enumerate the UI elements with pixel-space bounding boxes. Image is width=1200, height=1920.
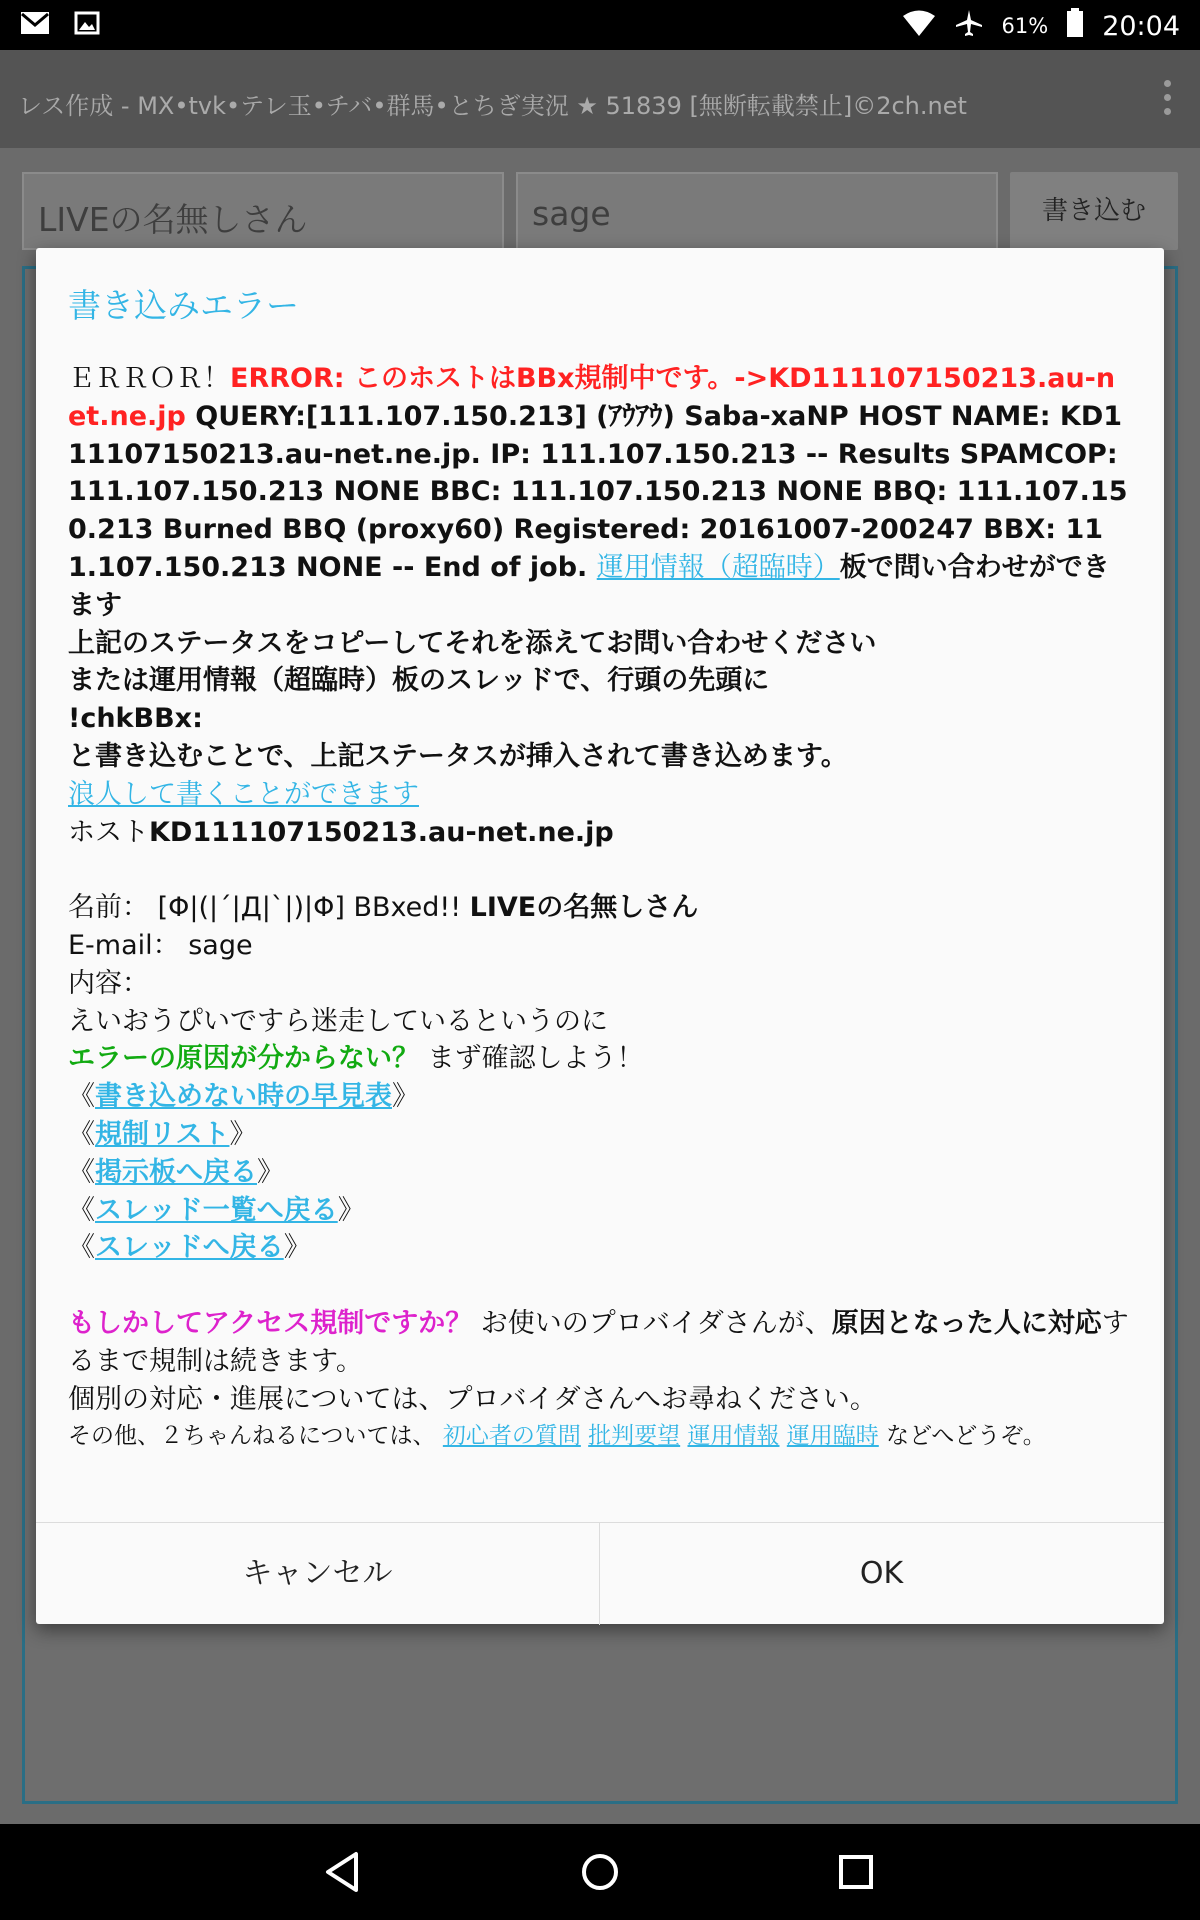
bracket-open: 《 — [68, 1118, 95, 1150]
name-field[interactable] — [22, 172, 504, 250]
status-bar — [0, 0, 1200, 50]
dialog-button-bar — [36, 1522, 1164, 1625]
bracket-open: 《 — [68, 1081, 95, 1113]
bracket-open: 《 — [68, 1194, 95, 1226]
image-icon — [74, 10, 100, 42]
page-title: レス作成 - MX•tvk•テレ玉•チバ•群馬•とちぎ実況 ★ 51839 [無断転載禁止]©2ch.net — [18, 92, 967, 120]
bracket-close: 》 — [229, 1118, 257, 1150]
access-mid: お使いのプロバイダさんが、 — [472, 1307, 832, 1339]
bracket-close: 》 — [392, 1081, 419, 1113]
airplane-mode-icon — [954, 8, 984, 44]
gmail-icon — [20, 10, 50, 42]
individual-note: 個別の対応・進展については、プロバイダさんへお尋ねください。 — [68, 1383, 877, 1415]
email-field-value: sage — [532, 194, 611, 233]
ronin-link[interactable]: 浪人して書くことができます — [68, 778, 419, 810]
insert-instruction: と書き込むことで、上記ステータスが挿入されて書き込めます。 — [68, 740, 848, 772]
overflow-menu-icon[interactable] — [1164, 80, 1176, 122]
quick-reference-link[interactable]: 書き込めない時の早見表 — [95, 1081, 392, 1113]
battery-percent: 61% — [1001, 14, 1049, 38]
dialog-message — [68, 360, 1132, 1456]
host-label: ホスト — [68, 816, 149, 848]
cancel-button[interactable]: キャンセル — [36, 1523, 600, 1625]
ops-suffix: 板で問い合わせができます — [68, 551, 1110, 621]
bracket-close: 》 — [283, 1232, 311, 1264]
back-icon[interactable] — [320, 1848, 368, 1896]
other-info-row — [68, 1418, 1132, 1456]
name-field-value: LIVEの名無しさん — [38, 200, 308, 239]
back-to-thread-link[interactable]: スレッドへ戻る — [95, 1232, 284, 1264]
content-value: えいおうぴいですら迷走しているというのに — [68, 1005, 608, 1037]
name-label: 名前： — [68, 892, 149, 924]
nav-link-row — [68, 1078, 1132, 1116]
battery-icon — [1066, 8, 1084, 44]
ops-temp-link[interactable]: 運用臨時 — [786, 1423, 879, 1450]
nav-link-row — [68, 1116, 1132, 1154]
bracket-open: 《 — [68, 1232, 95, 1264]
dialog-title: 書き込みエラー — [68, 286, 299, 325]
nav-link-row — [68, 1154, 1132, 1192]
name-value: LIVEの名無しさん — [469, 892, 699, 924]
ok-button[interactable]: OK — [859, 1556, 904, 1591]
error-prefix: ＥＲＲＯＲ！ — [68, 363, 230, 394]
copy-instruction: 上記のステータスをコピーしてそれを添えてお問い合わせください — [68, 627, 877, 659]
access-question: もしかしてアクセス規制ですか？ — [68, 1307, 473, 1339]
recents-icon[interactable] — [832, 1848, 880, 1896]
chk-command: !chkBBx: — [68, 703, 203, 735]
criticism-link[interactable]: 批判要望 — [588, 1423, 681, 1450]
email-field[interactable] — [516, 172, 998, 250]
regulation-list-link[interactable]: 規制リスト — [95, 1118, 230, 1150]
ops-info-small-link[interactable]: 運用情報 — [687, 1423, 780, 1450]
cause-suffix: まず確認しよう！ — [419, 1043, 644, 1075]
back-to-thread-list-link[interactable]: スレッド一覧へ戻る — [95, 1194, 338, 1226]
email-value: sage — [179, 929, 253, 961]
back-to-board-link[interactable]: 掲示板へ戻る — [95, 1156, 257, 1188]
name-prefix: [Φ|(|´|Д|`|)|Φ] BBxed!! — [149, 892, 470, 924]
host-value: KD111107150213.au-net.ne.jp — [149, 816, 614, 848]
error-red-text: ERROR: このホストはBBx規制中です。->KD111107150213.au-net.ne.jp — [68, 363, 1116, 432]
error-details: QUERY:[111.107.150.213] (ｱｳｱｳ) Saba-xaNP HOST NAME: KD111107150213.au-net.ne.jp. IP: 111.107.150.213 -- Results SPAMCOP: 111.107.150.213 NONE BBC: 111.107.150.213 NONE BBQ: 111.107.150.213 Burned BBQ (proxy60) Registered: 20161007-200247 BBX: 111.107.150.213 NONE -- End of job. — [68, 400, 1128, 583]
content-label: 内容： — [68, 967, 149, 999]
nav-link-row — [68, 1229, 1132, 1267]
cause-question: エラーの原因が分からない？ — [68, 1043, 419, 1075]
bracket-close: 》 — [257, 1156, 284, 1188]
other-suffix: などへどうぞ。 — [878, 1423, 1046, 1450]
beginner-question-link[interactable]: 初心者の質問 — [442, 1423, 581, 1450]
ops-info-link[interactable]: 運用情報（超臨時） — [596, 551, 840, 583]
error-dialog — [36, 248, 1164, 1624]
clock: 20:04 — [1102, 10, 1180, 42]
access-end: するまで規制は続きます。 — [68, 1307, 1129, 1377]
home-icon[interactable] — [576, 1848, 624, 1896]
write-button[interactable]: 書き込む — [1010, 172, 1178, 250]
navigation-bar — [0, 1824, 1200, 1920]
email-label: E-mail： — [68, 929, 180, 961]
thread-instruction: または運用情報（超臨時）板のスレッドで、行頭の先頭に — [68, 665, 770, 697]
action-bar — [0, 50, 1200, 148]
bracket-close: 》 — [337, 1194, 365, 1226]
access-bold: 原因となった人に対応 — [831, 1307, 1102, 1339]
wifi-icon — [902, 9, 936, 43]
other-prefix: その他、２ちゃんねるについては、 — [68, 1423, 443, 1450]
bracket-open: 《 — [68, 1156, 95, 1188]
nav-link-row — [68, 1192, 1132, 1230]
